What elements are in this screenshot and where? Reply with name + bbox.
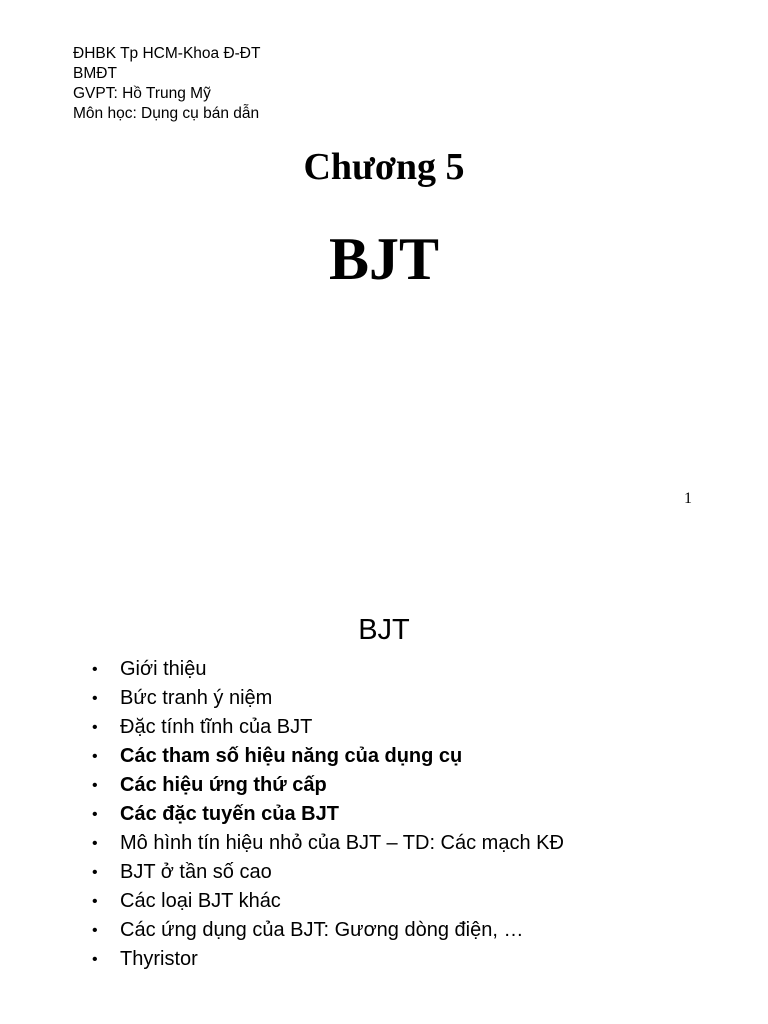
slide2-title: BJT (358, 614, 410, 646)
outline-item (92, 655, 564, 684)
outline-item-text: Đặc tính tĩnh của BJT (120, 716, 313, 738)
outline-item-text: Các loại BJT khác (120, 890, 281, 912)
outline-item-text: Các ứng dụng của BJT: Gương dòng điện, … (120, 919, 524, 941)
chapter-heading: Chương 5 (303, 146, 465, 188)
outline-item (92, 945, 564, 974)
outline-item (92, 800, 564, 829)
bullet-icon: • (92, 893, 98, 910)
bullet-icon: • (92, 922, 98, 939)
outline-item (92, 829, 564, 858)
page-number: 1 (684, 490, 692, 507)
outline-item-text: Giới thiệu (120, 658, 207, 680)
outline-item-text: Các đặc tuyến của BJT (120, 803, 339, 825)
outline-item (92, 887, 564, 916)
bullet-icon: • (92, 690, 98, 707)
bullet-icon: • (92, 748, 98, 765)
bullet-icon: • (92, 806, 98, 823)
outline-item (92, 771, 564, 800)
outline-item (92, 858, 564, 887)
bullet-icon: • (92, 835, 98, 852)
outline-item-text: Các tham số hiệu năng của dụng cụ (120, 745, 463, 767)
header-lecturer: GVPT: Hồ Trung Mỹ (73, 85, 211, 102)
bullet-icon: • (92, 661, 98, 678)
bullet-icon: • (92, 777, 98, 794)
outline-item (92, 684, 564, 713)
outline-item (92, 916, 564, 945)
bullet-icon: • (92, 951, 98, 968)
outline-item (92, 742, 564, 771)
outline-item (92, 713, 564, 742)
header-university: ĐHBK Tp HCM-Khoa Đ-ĐT (73, 45, 261, 62)
outline-item-text: Các hiệu ứng thứ cấp (120, 774, 327, 796)
document-header (73, 44, 260, 124)
slide1-title: BJT (328, 226, 440, 292)
outline-item-text: Bức tranh ý niệm (120, 687, 273, 709)
bullet-icon: • (92, 864, 98, 881)
outline-item-text: BJT ở tần số cao (120, 861, 272, 883)
outline-list (92, 655, 564, 974)
outline-item-text: Thyristor (120, 948, 198, 970)
header-course: Môn học: Dụng cụ bán dẫn (73, 105, 260, 122)
header-department: BMĐT (73, 65, 117, 82)
bullet-icon: • (92, 719, 98, 736)
outline-item-text: Mô hình tín hiệu nhỏ của BJT – TD: Các mạch KĐ (120, 832, 564, 854)
